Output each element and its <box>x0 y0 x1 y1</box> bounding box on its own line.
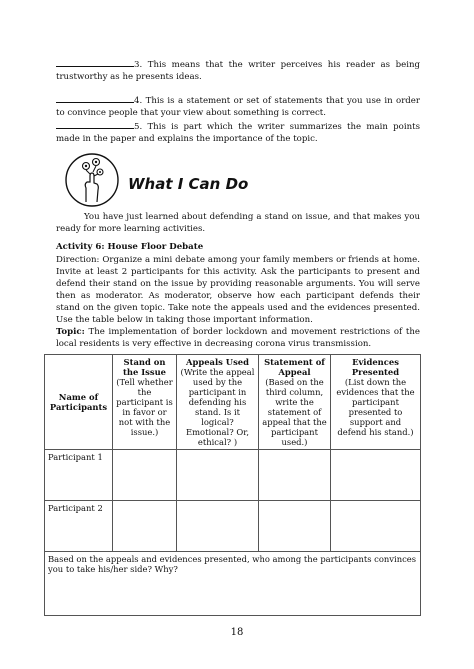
item-5-text: This is part which the writer summarizes the main points made in the paper and explains the importance of the topic. <box>56 122 420 144</box>
answer-blank-4[interactable] <box>56 93 134 103</box>
header-appeals <box>177 355 259 450</box>
participant-2-statement-cell[interactable] <box>259 501 331 552</box>
item-4-num: 4. <box>134 96 143 106</box>
participant-2-appeals-cell[interactable] <box>177 501 259 552</box>
activity-title: Activity 6: House Floor Debate <box>56 242 204 252</box>
footer-question-cell[interactable] <box>45 552 421 616</box>
participant-1-label: Participant 1 <box>45 450 113 501</box>
footer-question: Based on the appeals and evidences presented, who among the participants convinces you to take his/her side? Why? <box>48 554 417 574</box>
participant-2-evidences-cell[interactable] <box>331 501 421 552</box>
answer-blank-5[interactable] <box>56 119 134 129</box>
header-name: Name of Participants <box>45 355 113 450</box>
item-3-text: This means that the writer perceives his reader as being trustworthy as he presents ideas. <box>56 60 420 82</box>
participant-2-stand-cell[interactable] <box>113 501 177 552</box>
section-title: What I Can Do <box>128 175 249 193</box>
header-evidences-title: Evidences Presented <box>351 357 400 377</box>
header-evidences <box>331 355 421 450</box>
participant-1-stand-cell[interactable] <box>113 450 177 501</box>
page-number: 18 <box>230 627 244 638</box>
direction-paragraph: Direction: Organize a mini debate among your family members or friends at home. Invite at least 2 participants for this activity. Ask the participants to present and defend their stand on the issue by providing reasonable arguments. You will serve then as moderator. As moderator, observe how each participant defends their stand on the given topic. Take note the appeals used and the evidences presented. Use the table below in taking those important information. <box>56 255 420 325</box>
item-4-text: This is a statement or set of statements that you use in order to convince people that your view about something is correct. <box>56 96 420 118</box>
intro-paragraph: You have just learned about defending a stand on issue, and that makes you ready for more learning activities. <box>56 212 420 234</box>
participant-1-evidences-cell[interactable] <box>331 450 421 501</box>
item-3 <box>56 57 420 83</box>
participant-1-appeals-cell[interactable] <box>177 450 259 501</box>
header-stand-title: Stand on the Issue <box>123 357 166 377</box>
topic-label: Topic: <box>56 327 85 337</box>
hand-idea-icon <box>64 152 120 208</box>
header-stand-note: (Tell whether the participant is in favor or not with the issue.) <box>116 377 173 437</box>
participant-2-label: Participant 2 <box>45 501 113 552</box>
topic-paragraph <box>56 326 420 350</box>
header-statement-title: Statement of Appeal <box>264 357 325 377</box>
item-3-num: 3. <box>134 60 143 70</box>
header-statement <box>259 355 331 450</box>
topic-text: The implementation of border lockdown and movement restrictions of the local residents is very effective in decreasing corona virus transmission. <box>56 327 420 349</box>
table-row <box>45 450 421 501</box>
item-5 <box>56 119 420 145</box>
item-4 <box>56 93 420 119</box>
table-row <box>45 501 421 552</box>
participant-1-statement-cell[interactable] <box>259 450 331 501</box>
header-appeals-note: (Write the appeal used by the participant in defending his stand. Is it logical? Emotional? Or, ethical? ) <box>180 367 255 447</box>
table-header-row <box>45 355 421 450</box>
header-appeals-title: Appeals Used <box>186 357 249 367</box>
header-evidences-note: (List down the evidences that the participant presented to support and defend his stand.) <box>336 377 415 437</box>
header-statement-note: (Based on the third column, write the statement of appeal that the participant used.) <box>262 377 327 447</box>
item-5-num: 5. <box>134 122 143 132</box>
debate-table <box>44 354 421 616</box>
answer-blank-3[interactable] <box>56 57 134 67</box>
table-footer-row <box>45 552 421 616</box>
header-stand <box>113 355 177 450</box>
